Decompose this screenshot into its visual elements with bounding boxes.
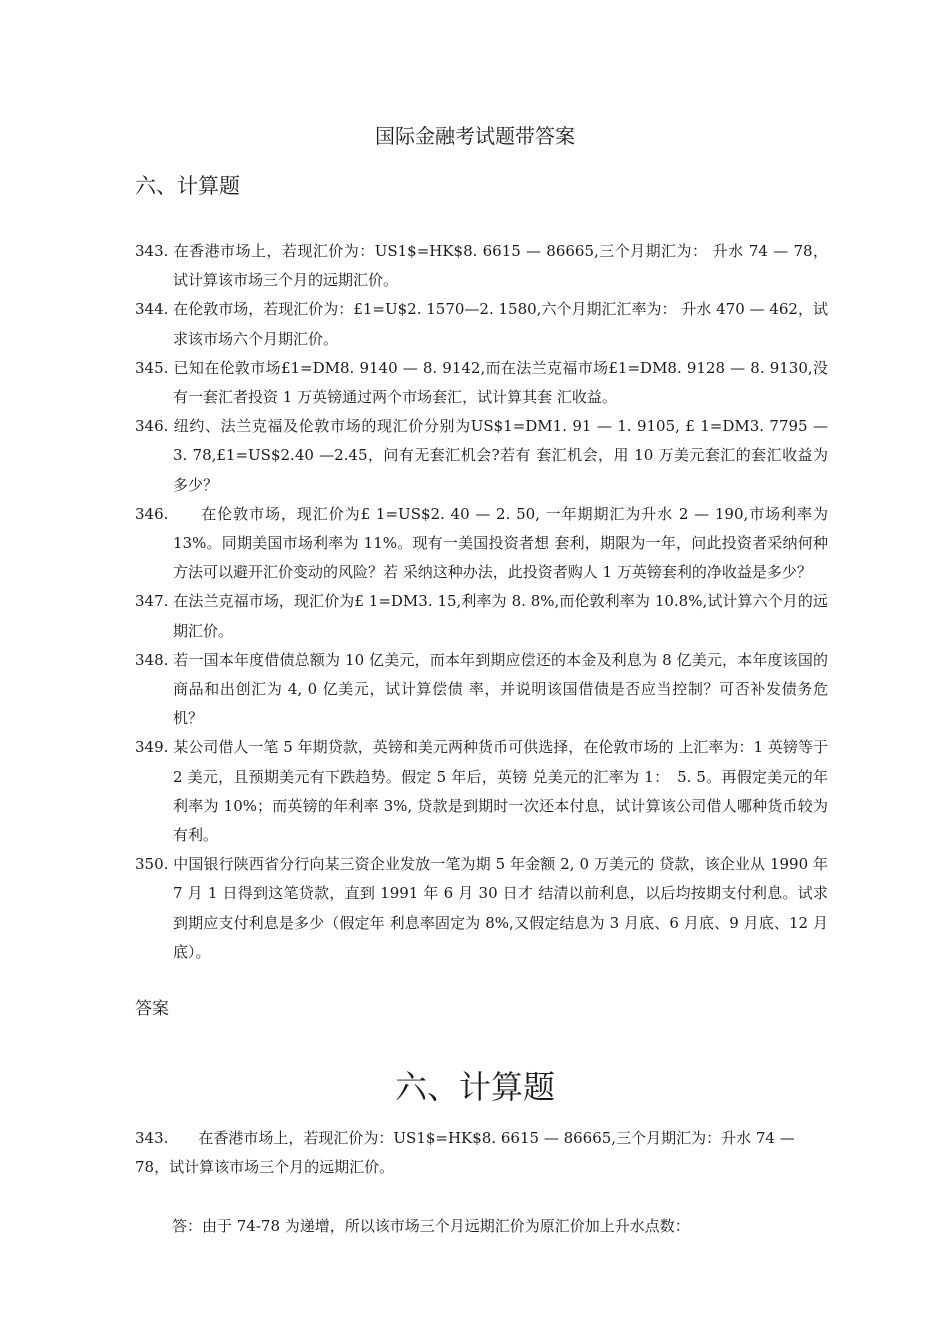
- question-345: 345. 已知在伦敦市场£1=DM8. 9140 — 8. 9142,而在法兰克福市场£1=DM8. 9128 — 8. 9130,没有一套汇者投资 1 万英镑通过两个市场套汇，试计算其套 汇收益。: [135, 358, 828, 407]
- question-348: 348. 若一国本年度借债总额为 10 亿美元，而本年到期应偿还的本金及利息为 8 亿美元，本年度该国的商品和出创汇为 4, 0 亿美元，试计算偿债 率，并说明该国借债是否应当控制？可否补发债务危机？: [135, 650, 828, 728]
- question-346: 346. 纽约、法兰克福及伦敦市场的现汇价分别为US$1=DM1. 91 — 1. 9105, £ 1=DM3. 7795 — 3. 78,£1=US$2.40 —2.45，问有无套汇机会?若有 套汇机会，用 10 万美元套汇的套汇收益为多少？: [135, 417, 828, 494]
- question-346-b: 346. 在伦敦市场，现汇价为£ 1=US$2. 40 — 2. 50, 一年期期汇为升水 2 — 190,市场利率为 13%。同期美国市场利率为 11%。现有一美国投资者想 套利，期限为一年，问此投资者采纳何种方法可以避开汇价变动的风险？若 采纳这种办法，此投资者购人 1 万英镑套利的净收益是多少？: [135, 504, 828, 582]
- question-350: 350. 中国银行陕西省分行向某三资企业发放一笔为期 5 年金额 2, 0 万美元的 贷款，该企业从 1990 年 7 月 1 日得到这笔贷款，直到 1991 年 6 月 30 日才 结清以前利息，以后均按期支付利息。试求到期应支付利息是多少（假定年 利息率固定为 8%,又假定结息为 3 月底、6 月底、9 月底、12 月底）。: [135, 855, 828, 961]
- answer-label: 答案: [135, 999, 169, 1019]
- question-343: 343. 在香港市场上，若现汇价为：US1$=HK$8. 6615 — 86665,三个月期汇为： 升水 74 — 78，试计算该市场三个月的远期汇价。: [135, 242, 828, 290]
- question-344: 344. 在伦敦市场，若现汇价为：£1=U$2. 1570—2. 1580,六个月期汇汇率为： 升水 470 — 462，试求该市场六个月期汇价。: [135, 300, 828, 348]
- answer-question-343: 343. 在香港市场上，若现汇价为：US1$=HK$8. 6615 — 86665,三个月期汇为：升水 74 — 78，试计算该市场三个月的远期汇价。: [135, 1129, 795, 1176]
- answer-section-heading: 六、计算题: [394, 1068, 555, 1106]
- document-title: 国际金融考试题带答案: [375, 124, 575, 148]
- section-heading: 六、计算题: [135, 174, 240, 198]
- question-349: 349. 某公司借人一笔 5 年期贷款，英镑和美元两种货币可供选择，在伦敦市场的 上汇率为：1 英镑等于 2 美元，且预期美元有下跌趋势。假定 5 年后，英镑 兑美元的汇率为 1： 5. 5。再假定美元的年利率为 10%；而英镑的年利率 3%, 贷款是到期时一次还本付息，试计算该公司借人哪种货币较为有利。: [135, 738, 828, 845]
- answer-text-343: 答：由于 74-78 为递增，所以该市场三个月远期汇价为原汇价加上升水点数：: [172, 1217, 690, 1235]
- question-list: [135, 237, 828, 967]
- question-347: 347. 在法兰克福市场，现汇价为£ 1=DM3. 15,利率为 8. 8%,而伦敦利率为 10.8%,试计算六个月的远期汇价。: [135, 592, 828, 640]
